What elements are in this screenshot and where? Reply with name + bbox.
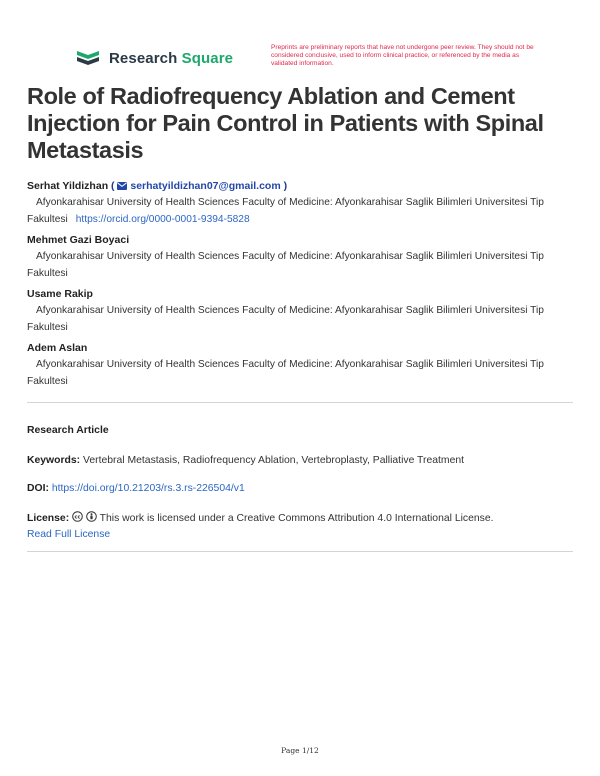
doi-line (27, 481, 575, 497)
license-label: License: (27, 513, 70, 524)
author-list (27, 180, 575, 396)
keywords-value: Vertebral Metastasis, Radiofrequency Ablation, Vertebroplasty, Palliative Treatment (83, 455, 465, 466)
keywords-line (27, 453, 575, 469)
license-text: This work is licensed under a Creative Commons Attribution 4.0 International License. (99, 513, 494, 524)
author-name: Mehmet Gazi Boyaci (27, 234, 130, 246)
author-entry: Serhat Yildizhan ( serhatyildizhan07@gmail.com ) Afyonkarahisar University of Health Sciences Faculty of Medicine: Afyonkarahisar Saglik Bilimleri Universitesi Tip Fakultesi https://orcid.org/0000-0001-9394-5828 (27, 180, 544, 225)
author-affiliation: Afyonkarahisar University of Health Sciences Faculty of Medicine: Afyonkarahisar Saglik Bilimleri Universitesi Tip Fakultesi (27, 359, 544, 387)
article-type: Research Article (27, 425, 109, 436)
divider (27, 402, 573, 403)
logo-brand: Research (109, 49, 178, 67)
author-name: Adem Aslan (27, 342, 88, 354)
keywords-label: Keywords: (27, 455, 81, 466)
page-number: Page 1/12 (281, 746, 319, 755)
doi-label: DOI: (27, 483, 49, 494)
svg-text:cc: cc (74, 514, 81, 521)
author-name: Serhat Yildizhan (27, 180, 109, 192)
email-icon (117, 182, 127, 190)
divider (27, 551, 573, 552)
logo-brand-accent: Square (181, 49, 234, 67)
cc-icon (72, 511, 83, 522)
logo-wordmark (109, 50, 233, 67)
author-email-link[interactable]: serhatyildizhan07@gmail.com (130, 180, 281, 192)
preprint-notice: Preprints are preliminary reports that have not undergone peer review. They should not be considered conclusive, used to inform clinical practice, or referenced by the media as validated information. (271, 44, 534, 67)
author-entry (27, 342, 575, 390)
research-square-logo-icon (74, 47, 102, 69)
read-full-license-link[interactable]: Read Full License (27, 529, 111, 540)
doi-link[interactable]: https://doi.org/10.21203/rs.3.rs-226504/v1 (51, 483, 245, 494)
author-affiliation: Afyonkarahisar University of Health Sciences Faculty of Medicine: Afyonkarahisar Saglik Bilimleri Universitesi Tip Fakultesi (27, 197, 544, 225)
author-entry (27, 234, 575, 282)
author-affiliation: Afyonkarahisar University of Health Sciences Faculty of Medicine: Afyonkarahisar Saglik Bilimleri Universitesi Tip Fakultesi (27, 305, 544, 333)
license-line (27, 511, 575, 543)
orcid-link[interactable]: https://orcid.org/0000-0001-9394-5828 (75, 214, 250, 225)
by-icon (86, 511, 97, 522)
research-square-logo[interactable] (74, 47, 233, 69)
author-entry (27, 288, 575, 336)
author-name: Usame Rakip (27, 288, 93, 300)
paper-title: Role of Radiofrequency Ablation and Cement Injection for Pain Control in Patients with Spinal Metastasis (27, 83, 544, 163)
author-affiliation: Afyonkarahisar University of Health Sciences Faculty of Medicine: Afyonkarahisar Saglik Bilimleri Universitesi Tip Fakultesi (27, 251, 544, 279)
